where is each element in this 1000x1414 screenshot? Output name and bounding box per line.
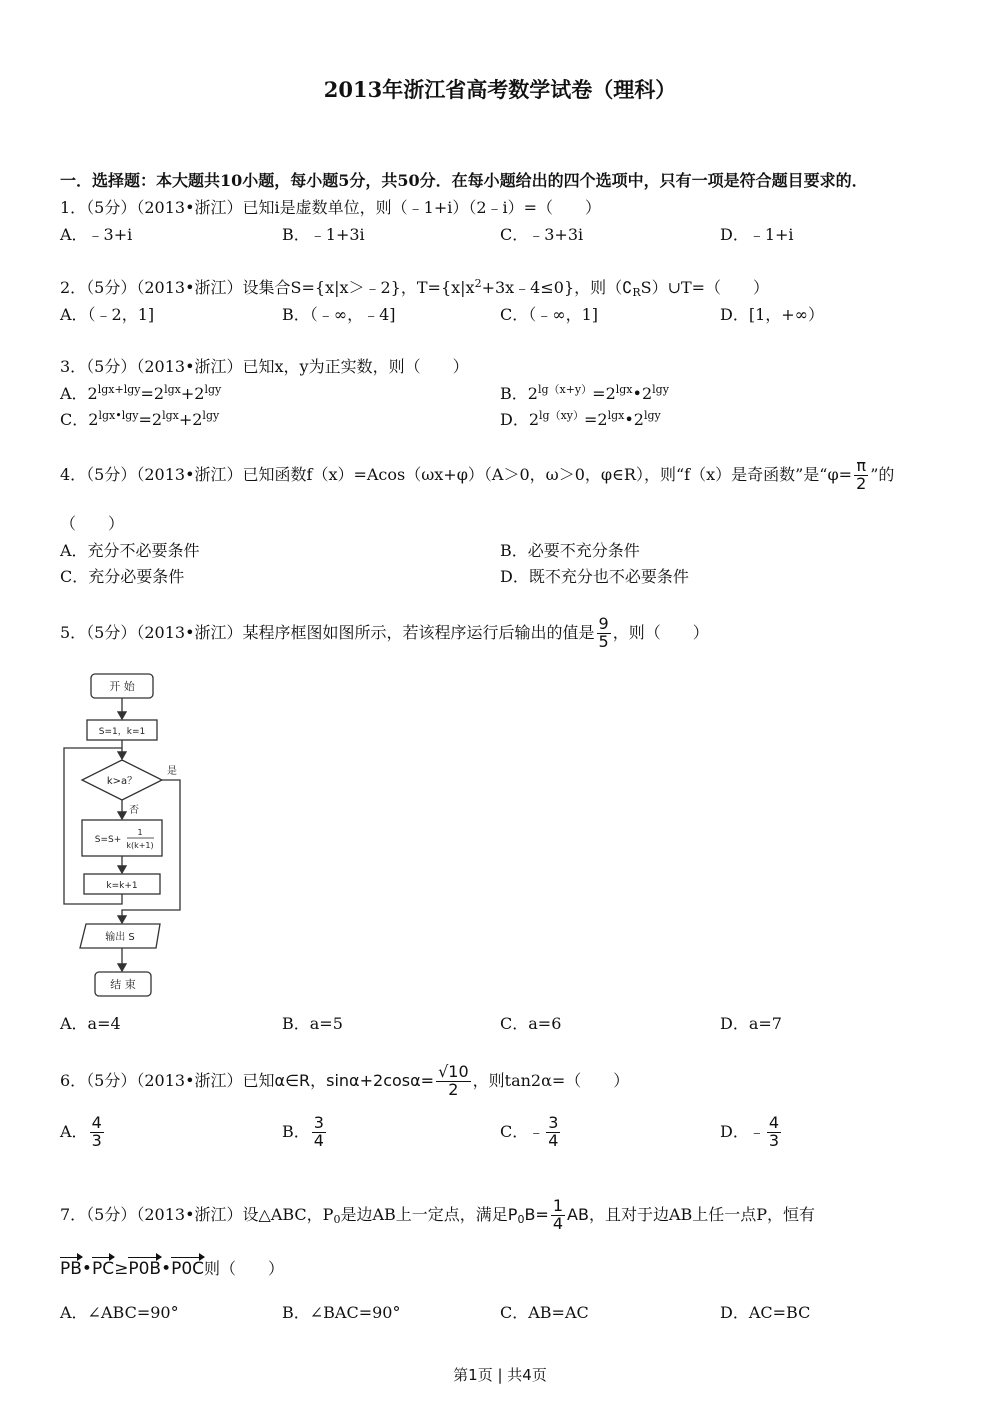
q2-option-c: C．（﹣∞，1]: [500, 305, 598, 324]
q2-option-a: A．（﹣2，1]: [60, 305, 155, 324]
q3-option-c: C．$2^{lgx•lgy}=2^{lgx}+2^{lgy}$: [60, 409, 220, 429]
question-1-stem: 1．（5分）（2013•浙江）已知i是虚数单位，则（﹣1+i）（2﹣i）=（ ）: [60, 198, 602, 217]
q6-option-b: B． $\frac{3}{4}$: [282, 1113, 324, 1150]
q7-option-d: D．AC=BC: [720, 1303, 811, 1322]
q3-option-a: A．$2^{lgx+lgy}=2^{lgx}+2^{lgy}$: [60, 383, 222, 403]
flow-output-label: 输出 S: [105, 932, 135, 943]
flow-start-label: 开 始: [109, 680, 135, 693]
q4-option-c: C．充分必要条件: [60, 567, 185, 586]
q5-option-c: C．a=6: [500, 1014, 562, 1033]
q6-option-d: D．﹣ $\frac{4}{3}$: [720, 1113, 780, 1150]
nine-fifths-fraction: $\frac{9}{5}$: [598, 614, 609, 651]
q4-option-b: B．必要不充分条件: [500, 541, 640, 560]
page-footer: 第1页 | 共4页: [453, 1366, 547, 1384]
pi-over-2-fraction: $\frac{\pi}{2}$: [856, 456, 867, 493]
flow-no-label: 否: [129, 805, 139, 816]
q1-option-d: D．﹣1+i: [720, 225, 794, 244]
program-flowchart: [60, 668, 190, 1003]
q6-option-c: C．﹣ $\frac{3}{4}$: [500, 1113, 559, 1150]
q5-option-a: A．a=4: [60, 1014, 121, 1033]
flow-increment-label: k=k+1: [106, 881, 138, 891]
q4-answer-paren: （ ）: [60, 514, 125, 533]
q1-option-c: C．﹣3+3i: [500, 225, 584, 244]
flow-condition-label: k>a？: [106, 776, 138, 787]
flow-end-label: 结 束: [110, 978, 136, 991]
flow-assign-den: k(k+1): [126, 841, 154, 850]
q1-option-b: B．﹣1+3i: [282, 225, 365, 244]
q5-option-d: D．a=7: [720, 1014, 782, 1033]
q4-option-d: D．既不充分也不必要条件: [500, 567, 689, 586]
q3-option-b: B．$2^{lg(x+y)}=2^{lgx}•2^{lgy}$: [500, 383, 669, 403]
q2-option-b: B．（﹣∞，﹣4]: [282, 305, 396, 324]
q6-option-a: A． $\frac{4}{3}$: [60, 1113, 102, 1150]
question-5-stem: 5．（5分）（2013•浙江）某程序框图如图所示，若该程序运行后输出的值是 $\frac{9}{5}$ ，则（ ）: [60, 614, 709, 651]
question-2-stem: 2．（5分）（2013•浙江）设集合S={x|x＞﹣2}，$T=\{x|x^2+3x﹣4\le 0\}$，则$(∁_RS)\cup T=$（ ）: [60, 277, 770, 299]
question-7-stem: 7．（5分）（2013•浙江）设△ABC，$P_0$是边AB上一定点，满足$P_0B=$ $\frac{1}{4}$ AB，且对于边AB上任一点P，恒有: [60, 1196, 816, 1233]
q7-option-c: C．AB=AC: [500, 1303, 589, 1322]
flow-assign-left: S=S+: [94, 835, 122, 845]
q5-option-b: B．a=5: [282, 1014, 343, 1033]
q1-option-a: A．﹣3+i: [60, 225, 133, 244]
question-4-stem: 4．（5分）（2013•浙江）已知函数f（x）=Acos（ωx+φ）（A＞0，ω＞0，φ∈R），则“f（x）是奇函数”是“φ= $\frac{\pi}{2}$ ”的: [60, 456, 895, 493]
q4-option-a: A．充分不必要条件: [60, 541, 200, 560]
flow-yes-label: 是: [167, 766, 177, 777]
q3-option-d: D．$2^{lg(xy)}=2^{lgx}•2^{lgy}$: [500, 409, 661, 429]
flow-assign-num: 1: [137, 828, 143, 837]
sqrt10-over-2-fraction: $\frac{√10}{2}$: [438, 1062, 469, 1099]
q7-option-a: A．∠ABC=90°: [60, 1303, 179, 1322]
flow-init-label: S=1，k=1: [98, 727, 146, 737]
section-heading: 一．选择题：本大题共10小题，每小题5分，共50分．在每小题给出的四个选项中，只有一项是符合题目要求的．: [60, 171, 868, 190]
q7-vector-inequality: PB•PC≥P0B•P0C则（ ）: [60, 1259, 285, 1279]
q7-option-b: B．∠BAC=90°: [282, 1303, 401, 1322]
page-title: 2013年浙江省高考数学试卷（理科）: [323, 77, 677, 102]
q2-option-d: D．[1，+∞）: [720, 305, 824, 324]
question-6-stem: 6．（5分）（2013•浙江）已知α∈R，sinα+2cosα= $\frac{√10}{2}$ ，则tan2α=（ ）: [60, 1062, 630, 1099]
question-3-stem: 3．（5分）（2013•浙江）已知x，y为正实数，则（ ）: [60, 357, 469, 376]
